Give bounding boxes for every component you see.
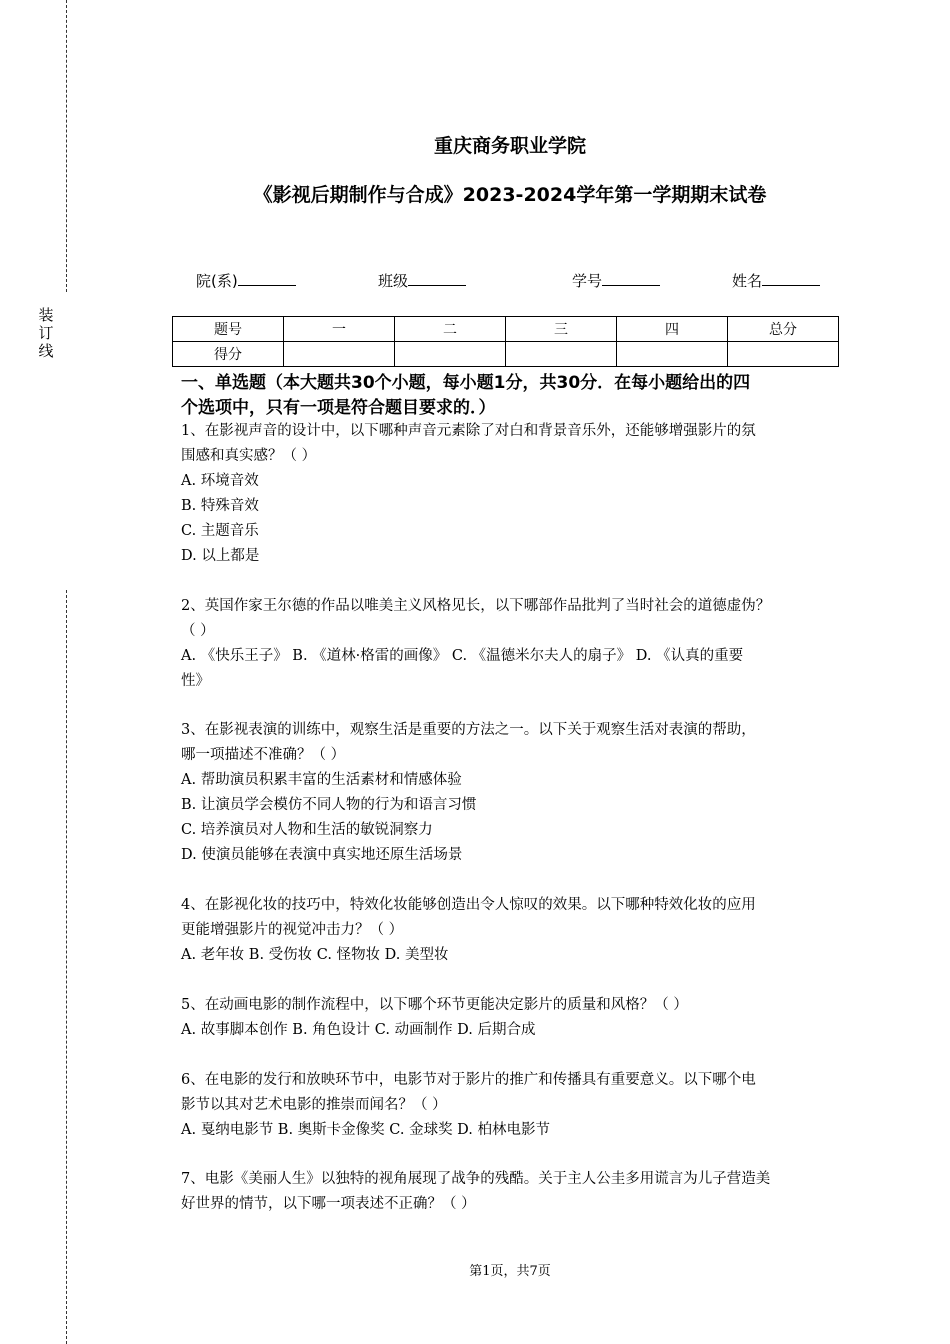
score-input-cell[interactable] bbox=[284, 342, 395, 367]
score-cell: 题号 bbox=[173, 317, 284, 342]
student-id-blank[interactable] bbox=[602, 271, 660, 286]
exam-title: 《影视后期制作与合成》2023-2024学年第一学期期末试卷 bbox=[253, 184, 767, 206]
class-field bbox=[378, 270, 466, 291]
option-line: 性》 bbox=[181, 673, 210, 689]
score-cell: 三 bbox=[506, 317, 617, 342]
option-line: A. 戛纳电影节 B. 奥斯卡金像奖 C. 金球奖 D. 柏林电影节 bbox=[181, 1122, 551, 1138]
option-line: C. 培养演员对人物和生活的敏锐洞察力 bbox=[181, 822, 433, 838]
option-line: A. 环境音效 bbox=[181, 473, 259, 489]
option-line: B. 特殊音效 bbox=[181, 498, 259, 514]
score-table bbox=[172, 316, 839, 367]
binding-char: 装 bbox=[38, 306, 54, 324]
question-line: 2、英国作家王尔德的作品以唯美主义风格见长，以下哪部作品批判了当时社会的道德虚伪？ bbox=[181, 598, 771, 614]
section-heading bbox=[181, 371, 853, 421]
option-line: C. 主题音乐 bbox=[181, 523, 259, 539]
question-line: 7、电影《美丽人生》以独特的视角展现了战争的残酷。关于主人公圭多用谎言为儿子营造美 bbox=[181, 1171, 771, 1187]
score-input-cell[interactable] bbox=[728, 342, 839, 367]
binding-char: 订 bbox=[38, 324, 54, 342]
question-line: 影节以其对艺术电影的推崇而闻名？（ ） bbox=[181, 1097, 447, 1113]
score-cell: 一 bbox=[284, 317, 395, 342]
question-line: 3、在影视表演的训练中，观察生活是重要的方法之一。以下关于观察生活对表演的帮助， bbox=[181, 722, 756, 738]
option-line: A. 《快乐王子》 B. 《道林·格雷的画像》 C. 《温德米尔夫人的扇子》 D. 《认真的重要 bbox=[181, 648, 744, 664]
name-field bbox=[732, 270, 820, 291]
option-line: A. 故事脚本创作 B. 角色设计 C. 动画制作 D. 后期合成 bbox=[181, 1022, 536, 1038]
option-line: D. 以上都是 bbox=[181, 548, 260, 564]
score-table-header-row bbox=[173, 317, 839, 342]
dept-label: 院(系) bbox=[196, 272, 238, 290]
class-label: 班级 bbox=[378, 272, 409, 290]
dept-field bbox=[196, 270, 296, 291]
option-line: A. 帮助演员积累丰富的生活素材和情感体验 bbox=[181, 772, 462, 788]
question-line: 1、在影视声音的设计中，以下哪种声音元素除了对白和背景音乐外，还能够增强影片的氛 bbox=[181, 423, 756, 439]
school-name: 重庆商务职业学院 bbox=[433, 135, 586, 157]
option-line: A. 老年妆 B. 受伤妆 C. 怪物妆 D. 美型妆 bbox=[181, 947, 449, 963]
score-table-score-row bbox=[173, 342, 839, 367]
question-line: 哪一项描述不准确？（ ） bbox=[181, 747, 346, 763]
binding-label bbox=[36, 306, 56, 360]
question-line: 好世界的情节，以下哪一项表述不正确？（ ） bbox=[181, 1196, 476, 1212]
score-cell: 总分 bbox=[728, 317, 839, 342]
score-input-cell[interactable] bbox=[506, 342, 617, 367]
option-line: D. 使演员能够在表演中真实地还原生活场景 bbox=[181, 847, 463, 863]
option-line: B. 让演员学会模仿不同人物的行为和语言习惯 bbox=[181, 797, 477, 813]
student-id-label: 学号 bbox=[572, 272, 603, 290]
section-heading-line: 个选项中，只有一项是符合题目要求的．） bbox=[181, 398, 496, 418]
question-line: 6、在电影的发行和放映环节中，电影节对于影片的推广和传播具有重要意义。以下哪个电 bbox=[181, 1072, 756, 1088]
binding-char: 线 bbox=[38, 342, 54, 360]
class-blank[interactable] bbox=[408, 271, 466, 286]
question-line: 更能增强影片的视觉冲击力？（ ） bbox=[181, 922, 404, 938]
score-input-cell[interactable] bbox=[395, 342, 506, 367]
dept-blank[interactable] bbox=[238, 271, 296, 286]
name-label: 姓名 bbox=[732, 272, 763, 290]
question-line: 围感和真实感？（ ） bbox=[181, 448, 317, 464]
name-blank[interactable] bbox=[762, 271, 820, 286]
question-line: 5、在动画电影的制作流程中，以下哪个环节更能决定影片的质量和风格？（ ） bbox=[181, 997, 688, 1013]
section-heading-line: 一、单选题（本大题共30个小题，每小题1分，共30分．在每小题给出的四 bbox=[181, 373, 751, 393]
question-line: 4、在影视化妆的技巧中，特效化妆能够创造出令人惊叹的效果。以下哪种特效化妆的应用 bbox=[181, 897, 756, 913]
student-id-field bbox=[572, 270, 660, 291]
score-cell: 四 bbox=[617, 317, 728, 342]
score-cell: 得分 bbox=[173, 342, 284, 367]
score-cell: 二 bbox=[395, 317, 506, 342]
question-line: （ ） bbox=[181, 623, 215, 639]
page-footer: 第1页，共7页 bbox=[469, 1264, 551, 1279]
binding-dashed-line-bottom bbox=[66, 590, 67, 1344]
score-input-cell[interactable] bbox=[617, 342, 728, 367]
